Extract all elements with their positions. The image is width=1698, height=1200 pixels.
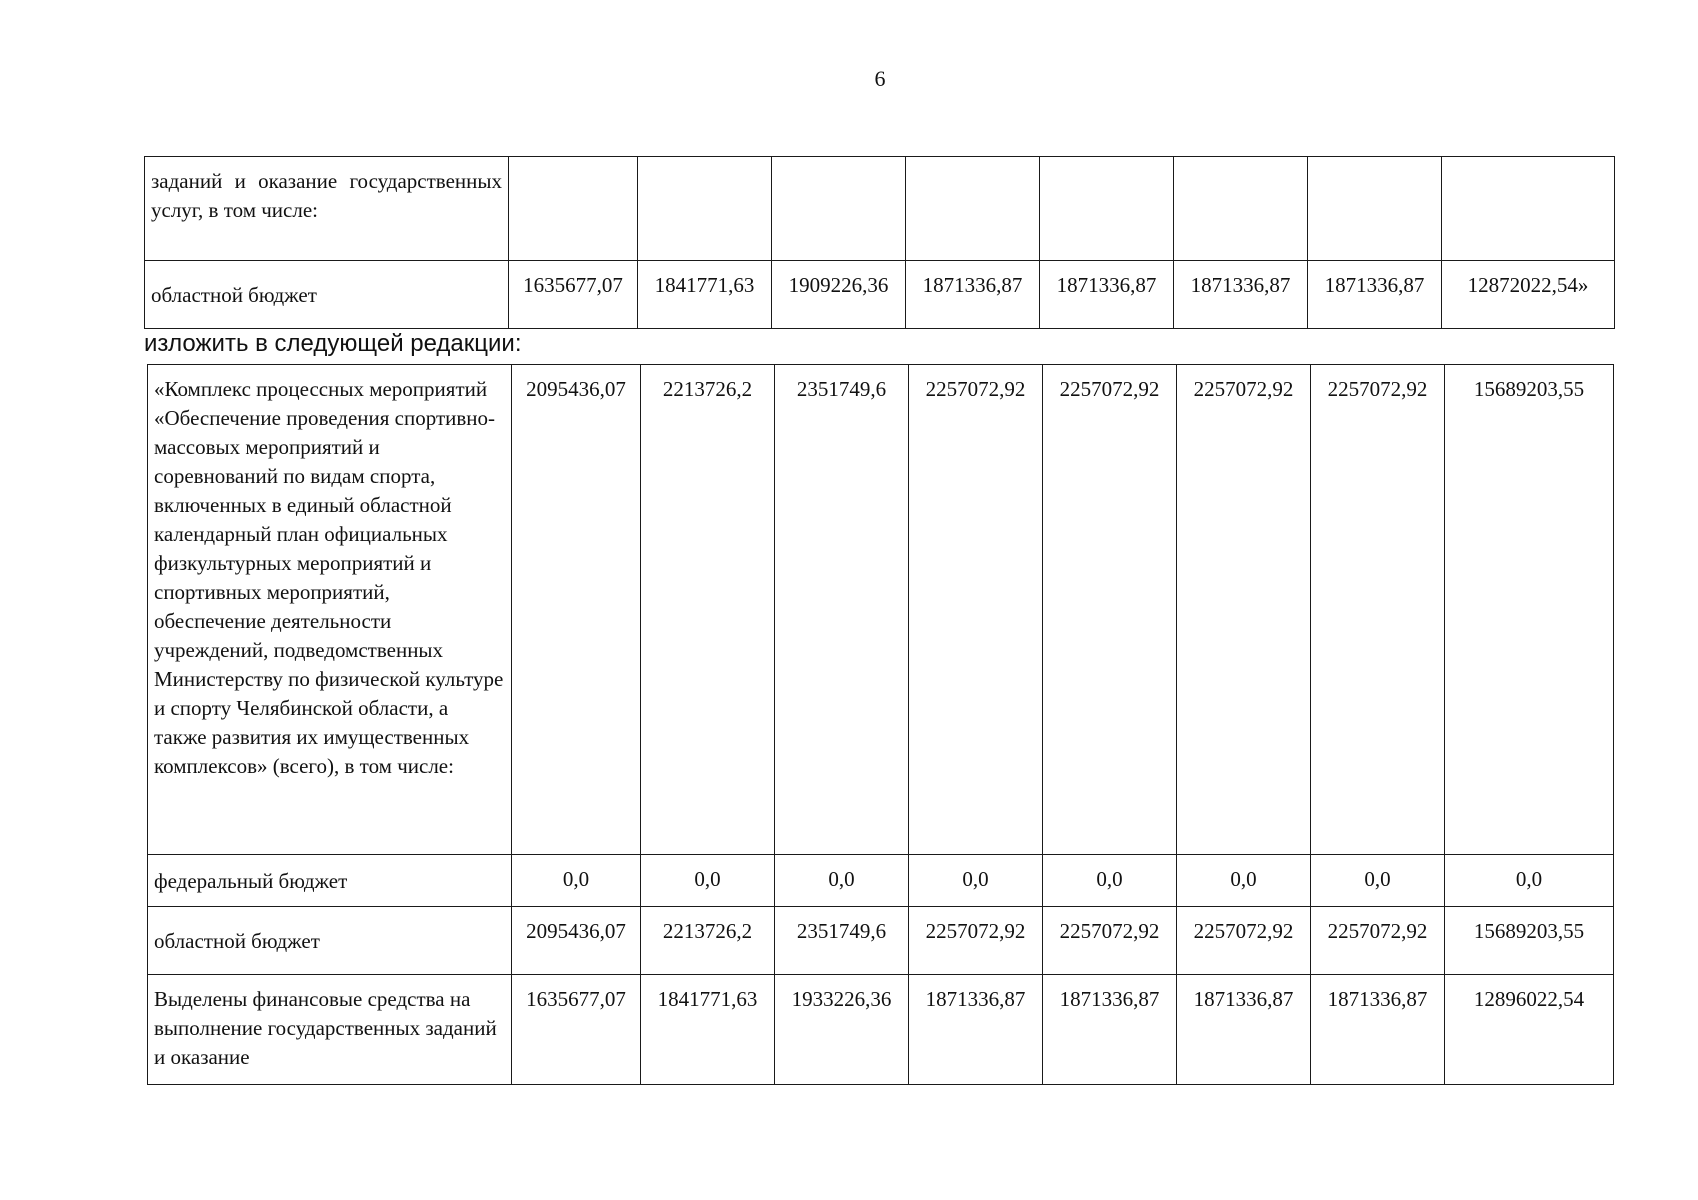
value-cell: 2351749,6	[775, 907, 909, 975]
row-label-text: Выделены финансовые средства на выполнение государственных заданий и оказание	[154, 987, 497, 1069]
value-cell: 1871336,87	[906, 261, 1040, 329]
table-row	[148, 365, 1614, 855]
value-cell: 0,0	[1445, 855, 1614, 907]
value-cell: 2095436,07	[512, 365, 641, 855]
value-cell: 2213726,2	[641, 365, 775, 855]
row-label	[145, 157, 509, 261]
new-wording-table	[147, 364, 1614, 1085]
value-cell: 12896022,54	[1445, 975, 1614, 1085]
value-cell: 1871336,87	[1311, 975, 1445, 1085]
value-cell: 0,0	[775, 855, 909, 907]
row-label	[148, 975, 512, 1085]
row-label	[148, 907, 512, 975]
table-row	[145, 157, 1615, 261]
value-cell	[1174, 157, 1308, 261]
value-cell: 15689203,55	[1445, 365, 1614, 855]
value-cell: 1933226,36	[775, 975, 909, 1085]
amendment-instruction: изложить в следующей редакции:	[144, 330, 522, 357]
value-cell	[1442, 157, 1615, 261]
table-row	[148, 855, 1614, 907]
value-cell: 2257072,92	[1177, 907, 1311, 975]
value-cell	[1308, 157, 1442, 261]
row-label-text: областной бюджет	[151, 283, 317, 307]
value-cell: 2257072,92	[1311, 365, 1445, 855]
value-cell: 1871336,87	[909, 975, 1043, 1085]
value-cell: 0,0	[1177, 855, 1311, 907]
table-row	[145, 261, 1615, 329]
value-cell: 12872022,54»	[1442, 261, 1615, 329]
value-cell: 1841771,63	[638, 261, 772, 329]
value-cell	[638, 157, 772, 261]
value-cell: 0,0	[909, 855, 1043, 907]
value-cell: 1635677,07	[509, 261, 638, 329]
row-label-text: «Комплекс процессных мероприятий «Обеспечение проведения спортивно-массовых мероприятий и соревнований по видам спорта, включенных в единый областной календарный план официальных физкультурных мероприятий и спортивных мероприятий, обеспечение деятельности учреждений, подведомственных Министерству по физической культуре и спорту Челябинской области, а также развития их имущественных комплексов» (всего), в том числе:	[154, 377, 504, 778]
value-cell: 2213726,2	[641, 907, 775, 975]
value-cell: 2257072,92	[1177, 365, 1311, 855]
value-cell: 2257072,92	[1043, 907, 1177, 975]
page-number: 6	[874, 66, 886, 91]
value-cell	[1040, 157, 1174, 261]
value-cell: 0,0	[1311, 855, 1445, 907]
value-cell: 0,0	[512, 855, 641, 907]
value-cell: 2351749,6	[775, 365, 909, 855]
value-cell: 1871336,87	[1177, 975, 1311, 1085]
value-cell: 1909226,36	[772, 261, 906, 329]
value-cell: 0,0	[641, 855, 775, 907]
value-cell: 2257072,92	[1311, 907, 1445, 975]
value-cell: 2257072,92	[909, 907, 1043, 975]
value-cell: 1635677,07	[512, 975, 641, 1085]
value-cell	[906, 157, 1040, 261]
row-label	[148, 855, 512, 907]
value-cell	[509, 157, 638, 261]
value-cell: 2257072,92	[1043, 365, 1177, 855]
row-label-text: заданий и оказание государственных услуг, в том числе:	[151, 169, 502, 222]
previous-wording-table	[144, 156, 1615, 329]
row-label	[145, 261, 509, 329]
value-cell: 2257072,92	[909, 365, 1043, 855]
value-cell	[772, 157, 906, 261]
row-label	[148, 365, 512, 855]
row-label-text: федеральный бюджет	[154, 869, 348, 893]
value-cell: 1871336,87	[1040, 261, 1174, 329]
table-row	[148, 975, 1614, 1085]
value-cell: 1871336,87	[1174, 261, 1308, 329]
value-cell: 1841771,63	[641, 975, 775, 1085]
value-cell: 0,0	[1043, 855, 1177, 907]
value-cell: 15689203,55	[1445, 907, 1614, 975]
value-cell: 1871336,87	[1308, 261, 1442, 329]
table-row	[148, 907, 1614, 975]
row-label-text: областной бюджет	[154, 929, 320, 953]
value-cell: 2095436,07	[512, 907, 641, 975]
value-cell: 1871336,87	[1043, 975, 1177, 1085]
